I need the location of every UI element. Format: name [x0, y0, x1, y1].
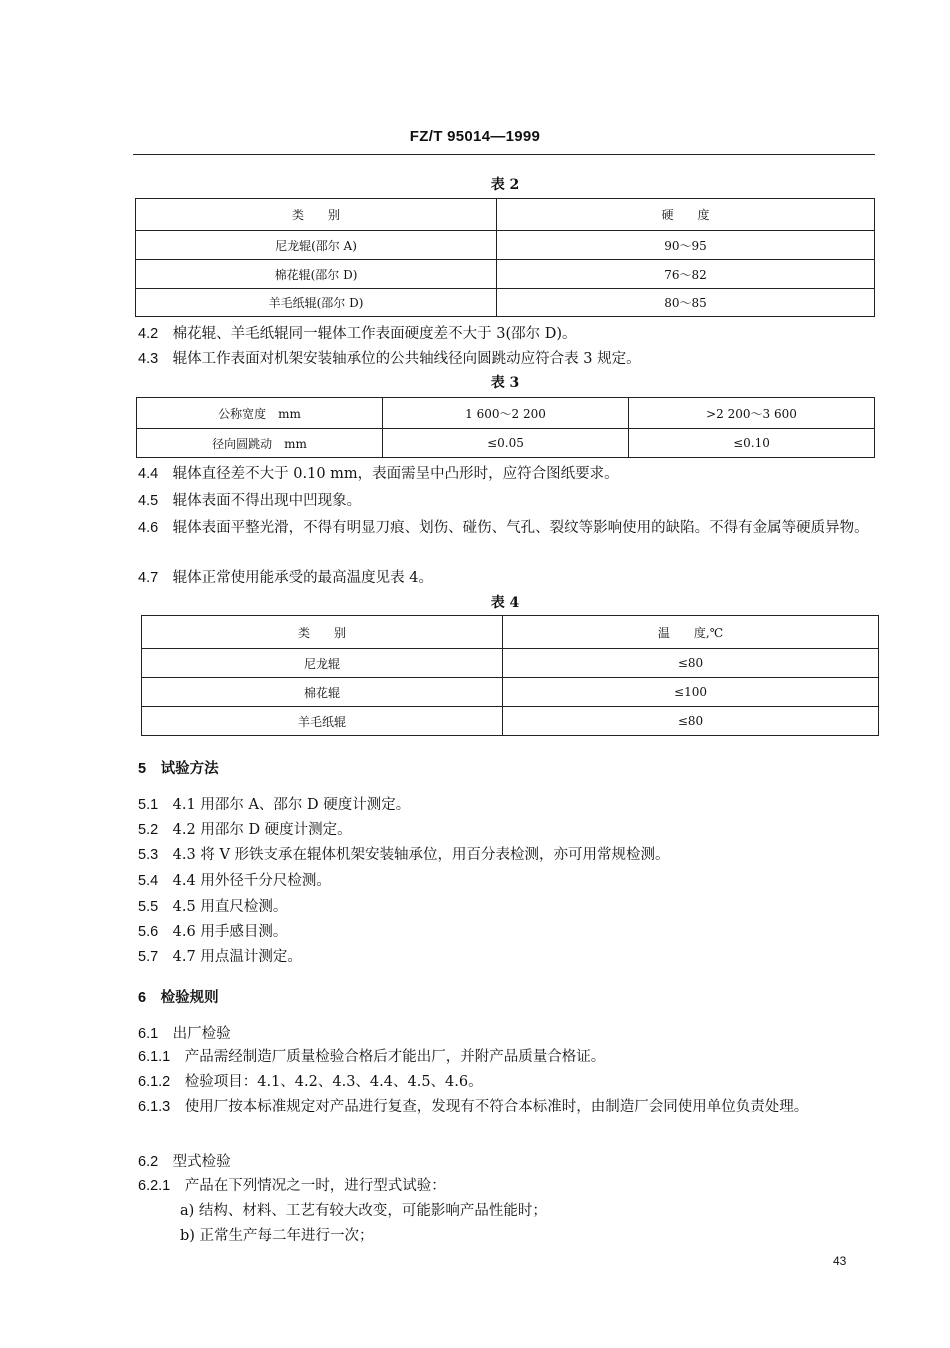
clause-number: 5.4 [138, 873, 159, 889]
clause-4-4 [138, 462, 880, 486]
clause-number: 4.2 [138, 326, 159, 342]
table3-cell: 1 600～2 200 [383, 398, 629, 429]
section-5-heading [138, 757, 880, 781]
table2-header-hardness: 硬 度 [497, 199, 875, 231]
table2-cell: 90～95 [497, 231, 875, 260]
clause-number: 4.5 [138, 493, 159, 509]
clause-number: 4.7 [138, 570, 159, 586]
clause-6-1-1 [138, 1045, 880, 1069]
list-item-a: a) 结构、材料、工艺有较大改变，可能影响产品性能时； [180, 1203, 547, 1219]
clause-5-5 [138, 895, 880, 919]
table2-cell: 尼龙辊(邵尔 A) [136, 231, 497, 260]
clause-text: 产品需经制造厂质量检验合格后才能出厂，并附产品质量合格证。 [184, 1049, 606, 1065]
clause-text: 4.1 用邵尔 A、邵尔 D 硬度计测定。 [172, 797, 411, 813]
clause-text: 棉花辊、羊毛纸辊同一辊体工作表面硬度差不大于 3(邵尔 D)。 [172, 326, 577, 342]
clause-5-4 [138, 869, 880, 893]
clause-text: 出厂检验 [172, 1026, 231, 1042]
clause-number: 5.5 [138, 899, 159, 915]
clause-text: 型式检验 [172, 1154, 231, 1170]
table2-header-category: 类 别 [136, 199, 497, 231]
table4-cell: ≤100 [503, 678, 879, 707]
section-title: 试验方法 [160, 760, 219, 777]
clause-text: 辊体正常使用能承受的最高温度见表 4。 [172, 570, 434, 586]
clause-number: 6.1.2 [138, 1074, 171, 1090]
table3-cell: ≤0.10 [629, 429, 875, 458]
clause-text: 4.6 用手感目测。 [172, 924, 288, 940]
clause-5-3 [138, 843, 880, 867]
table4-cell: 尼龙辊 [142, 649, 503, 678]
header-rule [133, 154, 875, 155]
clause-number: 4.4 [138, 466, 159, 482]
clause-text: 辊体工作表面对机架安装轴承位的公共轴线径向圆跳动应符合表 3 规定。 [172, 351, 641, 367]
clause-text: 4.5 用直尺检测。 [172, 899, 288, 915]
table2-cell: 棉花辊(邵尔 D) [136, 260, 497, 289]
clause-text: 辊体表面不得出现中凹现象。 [172, 493, 362, 509]
list-item-b: b) 正常生产每二年进行一次； [180, 1228, 374, 1244]
table2 [135, 198, 875, 317]
clause-text: 辊体表面平整光滑，不得有明显刀痕、划伤、碰伤、气孔、裂纹等影响使用的缺陷。不得有金属等硬质异物。 [172, 520, 869, 536]
clause-4-3 [138, 347, 880, 371]
table3-cell: >2 200～3 600 [629, 398, 875, 429]
section-number: 6 [138, 990, 147, 1006]
clause-4-5 [138, 489, 880, 513]
page-number: 43 [833, 1254, 847, 1268]
clause-text: 4.4 用外径千分尺检测。 [172, 873, 331, 889]
clause-5-2 [138, 818, 880, 842]
clause-text: 检验项目：4.1、4.2、4.3、4.4、4.5、4.6。 [184, 1074, 483, 1090]
clause-6-2 [138, 1150, 880, 1174]
clause-number: 5.3 [138, 847, 159, 863]
clause-6-2-1 [138, 1174, 880, 1198]
clause-number: 6.1.1 [138, 1049, 171, 1065]
clause-4-2 [138, 322, 880, 346]
table2-cell: 76～82 [497, 260, 875, 289]
clause-text: 4.7 用点温计测定。 [172, 949, 302, 965]
table3-cell: 径向圆跳动 mm [137, 429, 383, 458]
table4-cell: 棉花辊 [142, 678, 503, 707]
table3 [136, 397, 875, 458]
table2-cell: 80～85 [497, 289, 875, 317]
table4-cell: ≤80 [503, 707, 879, 736]
table4 [141, 615, 879, 736]
section-6-heading [138, 986, 880, 1010]
clause-number: 4.3 [138, 351, 159, 367]
clause-number: 5.1 [138, 797, 159, 813]
table3-cell: 公称宽度 mm [137, 398, 383, 429]
clause-6-1-3 [138, 1094, 880, 1121]
table3-caption: 表 3 [490, 375, 520, 391]
clause-4-7 [138, 566, 880, 590]
clause-6-1-2 [138, 1070, 880, 1094]
table3-cell: ≤0.05 [383, 429, 629, 458]
table2-caption: 表 2 [490, 177, 520, 193]
table4-caption: 表 4 [490, 595, 520, 611]
table4-cell: 羊毛纸辊 [142, 707, 503, 736]
clause-text: 使用厂按本标准规定对产品进行复查，发现有不符合本标准时，由制造厂会同使用单位负责处理。 [184, 1099, 809, 1115]
clause-6-1 [138, 1022, 880, 1046]
clause-number: 4.6 [138, 520, 159, 536]
clause-5-6 [138, 920, 880, 944]
clause-number: 6.1.3 [138, 1099, 171, 1115]
clause-text: 4.2 用邵尔 D 硬度计测定。 [172, 822, 352, 838]
standard-code-header: FZ/T 95014—1999 [409, 128, 541, 145]
clause-number: 6.2.1 [138, 1178, 171, 1194]
table4-header-category: 类 别 [142, 616, 503, 649]
table4-header-temperature: 温 度,℃ [503, 616, 879, 649]
clause-text: 产品在下列情况之一时，进行型式试验： [184, 1178, 446, 1194]
clause-number: 5.2 [138, 822, 159, 838]
section-number: 5 [138, 761, 147, 777]
clause-number: 5.7 [138, 949, 159, 965]
clause-number: 6.2 [138, 1154, 159, 1170]
clause-4-6 [138, 515, 880, 541]
section-title: 检验规则 [160, 989, 219, 1006]
clause-5-1 [138, 793, 880, 817]
table2-cell: 羊毛纸辊(邵尔 D) [136, 289, 497, 317]
clause-number: 6.1 [138, 1026, 159, 1042]
clause-5-7 [138, 945, 880, 969]
clause-text: 4.3 将 V 形铁支承在辊体机架安装轴承位，用百分表检测，亦可用常规检测。 [172, 847, 670, 863]
table4-cell: ≤80 [503, 649, 879, 678]
clause-number: 5.6 [138, 924, 159, 940]
clause-text: 辊体直径差不大于 0.10 mm，表面需呈中凸形时，应符合图纸要求。 [172, 466, 619, 482]
